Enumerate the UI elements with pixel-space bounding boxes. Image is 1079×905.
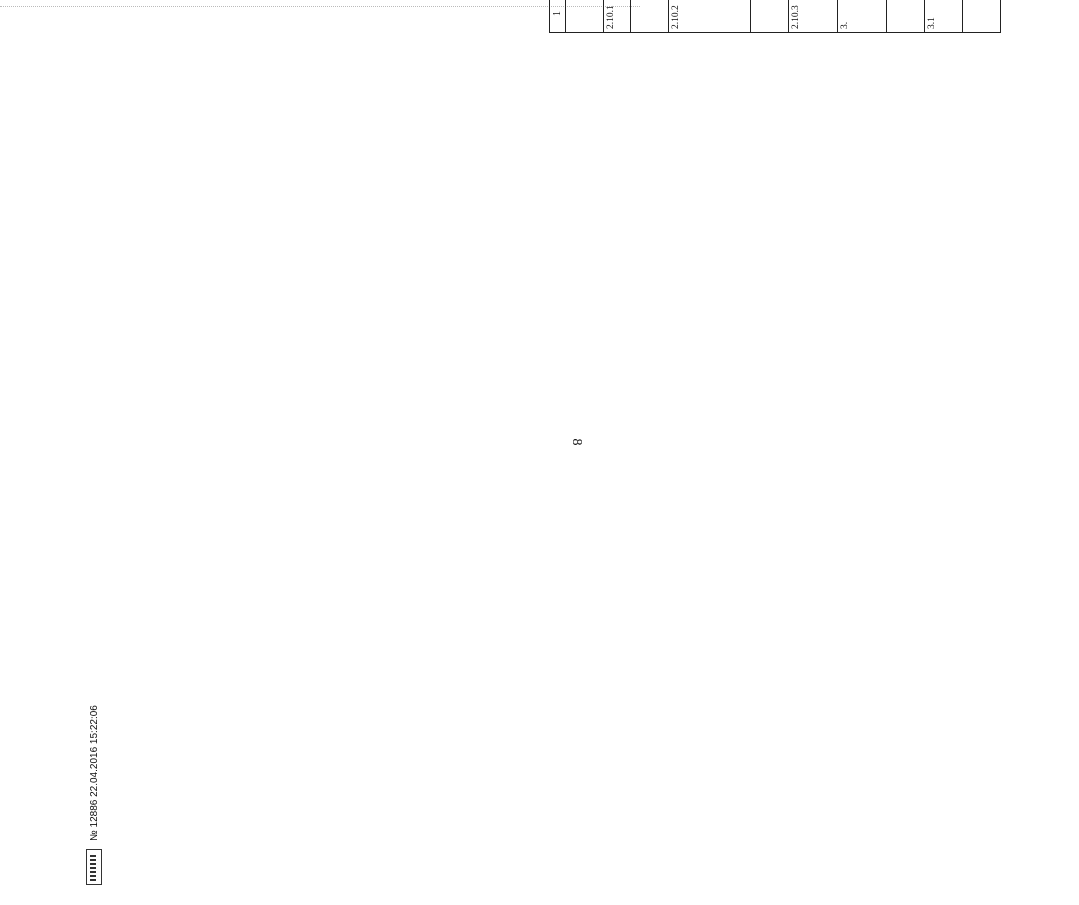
table-row [604, 0, 631, 33]
table-row [838, 0, 887, 33]
barcode-stamp-icon [86, 849, 102, 885]
table-row [751, 0, 789, 33]
footer [86, 185, 102, 885]
table-cell [631, 0, 669, 33]
table-row [963, 0, 1001, 33]
budget-table [549, 0, 1001, 33]
table-row [789, 0, 838, 33]
table-cell: 3. [838, 0, 887, 33]
footer-text: № 12886 22.04.2016 15:22:06 [88, 705, 100, 841]
table-cell [566, 0, 604, 33]
table-cell: 2.10.3 [789, 0, 838, 33]
table-row [925, 0, 963, 33]
table-cell [751, 0, 789, 33]
table-cell: 2.10.1 [604, 0, 631, 33]
table-row [887, 0, 925, 33]
table-row [566, 0, 604, 33]
table-cell [963, 0, 1001, 33]
page-number: 8 [569, 438, 584, 446]
table-cell: 3.1 [925, 0, 963, 33]
table-cell: 2.10.2 [669, 0, 751, 33]
table-cell [887, 0, 925, 33]
rotated-table-wrapper [549, 0, 1079, 33]
table-header-row [550, 0, 566, 33]
table-row [631, 0, 669, 33]
top-dotted-border [0, 6, 640, 7]
table-row [669, 0, 751, 33]
table-body [566, 0, 1001, 33]
column-header: 1 [550, 0, 566, 33]
